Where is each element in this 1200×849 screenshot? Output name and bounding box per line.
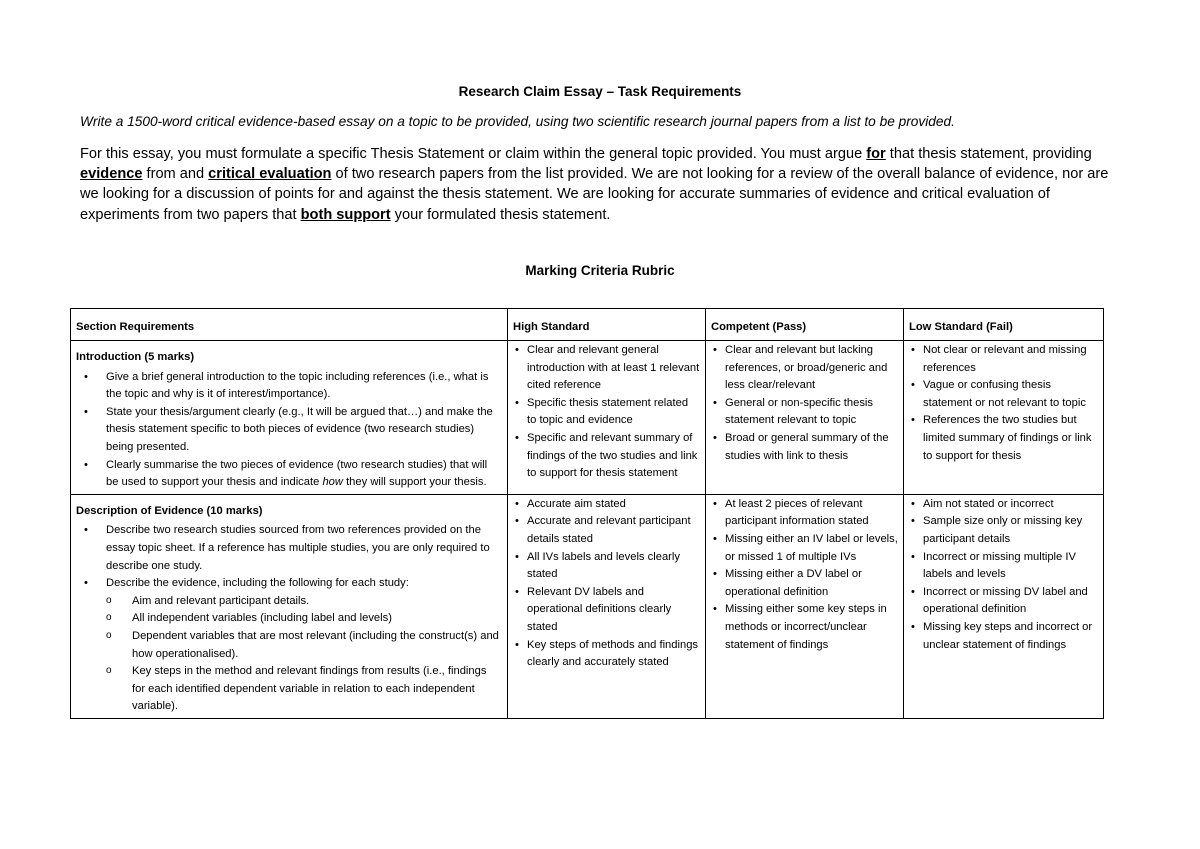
intro-low-2: • Vague or confusing thesis statement or not relevant to topic <box>923 377 1098 412</box>
intro-high-2: • Specific thesis statement related to topic and evidence <box>527 395 700 430</box>
document-title: Research Claim Essay – Task Requirements <box>458 84 742 99</box>
evidence-req-1: • Describe two research studies sourced from two references provided on the essay topic sheet. If a reference has multiple studies, you are only required to describe one study. <box>106 522 502 575</box>
evidence-requirement-list <box>76 522 502 716</box>
intro-requirement-list <box>76 369 502 492</box>
evidence-sub-4: o Key steps in the method and relevant findings from results (i.e., findings for each identified dependent variable in relation to each independent variable). <box>132 663 502 716</box>
intro-low-3: • References the two studies but limited summary of findings or link to support for thesis <box>923 412 1098 465</box>
intro-low-1: • Not clear or relevant and missing references <box>923 342 1098 377</box>
evidence-sub-2: o All independent variables (including label and levels) <box>132 610 502 628</box>
evidence-high-5: • Key steps of methods and findings clearly and accurately stated <box>527 637 700 672</box>
intro-high-3: • Specific and relevant summary of findings of the two studies and link to support for thesis statement <box>527 430 700 483</box>
evidence-competent-4: • Missing either some key steps in methods or incorrect/unclear statement of findings <box>725 601 898 654</box>
evidence-heading: Description of Evidence (10 marks) <box>76 504 263 517</box>
evidence-high-1: • Accurate aim stated <box>527 496 700 514</box>
intro-competent-3: • Broad or general summary of the studies with link to thesis <box>725 430 898 465</box>
emphasis-evidence: evidence <box>80 166 143 183</box>
intro-req-3-italic: how <box>322 476 343 489</box>
evidence-sub-3: o Dependent variables that are most relevant (including the construct(s) and how operationalised). <box>132 628 502 663</box>
intro-high-list <box>513 342 700 483</box>
evidence-high-cell <box>508 494 706 718</box>
intro-heading: Introduction (5 marks) <box>76 351 195 363</box>
evidence-low-cell <box>904 494 1104 718</box>
evidence-req-2-text: Describe the evidence, including the following for each study: <box>106 577 409 590</box>
rubric-title: Marking Criteria Rubric <box>525 263 675 278</box>
evidence-sub-1: o Aim and relevant participant details. <box>132 593 502 611</box>
rubric-row-introduction <box>71 341 1104 495</box>
evidence-low-5: • Missing key steps and incorrect or unclear statement of findings <box>923 619 1098 654</box>
intro-high-1: • Clear and relevant general introduction with at least 1 relevant cited reference <box>527 342 700 395</box>
para-text-3: from and <box>142 166 209 183</box>
evidence-competent-3: • Missing either a DV label or operational definition <box>725 566 898 601</box>
task-summary: Write a 1500-word critical evidence-based essay on a topic to be provided, using two scientific research journal papers from a list to be provided. <box>80 114 955 129</box>
evidence-competent-cell <box>706 494 904 718</box>
para-text-2: that thesis statement, providing <box>885 146 1092 162</box>
para-text-4: of two research papers from the list provided. We are not looking for a review of the overall balance of evidence, nor are we looking for a discussion of points for and against the thesis statement. We are looking for accurate summaries of evidence and critical evaluation of experiments from two papers that <box>80 166 1109 223</box>
evidence-low-list <box>909 496 1098 654</box>
header-high-standard: High Standard <box>508 309 706 341</box>
intro-requirements-cell <box>71 341 508 495</box>
header-competent: Competent (Pass) <box>706 309 904 341</box>
header-low-standard: Low Standard (Fail) <box>904 309 1104 341</box>
rubric-row-evidence <box>71 494 1104 718</box>
evidence-high-3: • All IVs labels and levels clearly stated <box>527 549 700 584</box>
evidence-low-1: • Aim not stated or incorrect <box>923 496 1098 514</box>
intro-high-cell <box>508 341 706 495</box>
intro-competent-2: • General or non-specific thesis statement relevant to topic <box>725 395 898 430</box>
evidence-low-2: • Sample size only or missing key participant details <box>923 513 1098 548</box>
intro-req-3-end: they will support your thesis. <box>342 476 487 489</box>
para-text-1: For this essay, you must formulate a specific Thesis Statement or claim within the general topic provided. You must argue <box>80 146 867 162</box>
intro-req-3 <box>106 457 502 492</box>
evidence-competent-list <box>711 496 898 654</box>
evidence-subitem-list <box>76 593 502 716</box>
intro-low-cell <box>904 341 1104 495</box>
evidence-low-4: • Incorrect or missing DV label and operational definition <box>923 584 1098 619</box>
intro-competent-1: • Clear and relevant but lacking references, or broad/generic and less clear/relevant <box>725 342 898 395</box>
emphasis-critical-evaluation: critical evaluation <box>208 166 332 183</box>
intro-req-3-text: Clearly summarise the two pieces of evidence (two research studies) that will be used to support your thesis and indicate <box>106 458 488 489</box>
para-text-5: your formulated thesis statement. <box>390 206 611 223</box>
header-section-requirements: Section Requirements <box>71 309 508 341</box>
emphasis-for: for <box>866 146 886 162</box>
evidence-high-list <box>513 496 700 672</box>
evidence-high-2: • Accurate and relevant participant details stated <box>527 513 700 548</box>
evidence-req-2 <box>106 575 502 716</box>
evidence-high-4: • Relevant DV labels and operational definitions clearly stated <box>527 584 700 637</box>
evidence-competent-1: • At least 2 pieces of relevant participant information stated <box>725 496 898 531</box>
intro-competent-list <box>711 342 898 465</box>
evidence-low-3: • Incorrect or missing multiple IV labels and levels <box>923 549 1098 584</box>
intro-competent-cell <box>706 341 904 495</box>
task-description <box>80 144 1125 225</box>
intro-low-list <box>909 342 1098 465</box>
evidence-requirements-cell <box>71 494 508 718</box>
evidence-competent-2: • Missing either an IV label or levels, or missed 1 of multiple IVs <box>725 531 898 566</box>
intro-req-1: • Give a brief general introduction to the topic including references (i.e., what is the topic and why is it of interest/importance). <box>106 369 502 404</box>
emphasis-both-support: both support <box>300 206 391 223</box>
rubric-header-row <box>71 309 1104 341</box>
intro-req-2: • State your thesis/argument clearly (e.g., It will be argued that…) and make the thesis statement specific to both pieces of evidence (two research studies) being presented. <box>106 404 502 457</box>
marking-rubric-table <box>70 308 1104 719</box>
